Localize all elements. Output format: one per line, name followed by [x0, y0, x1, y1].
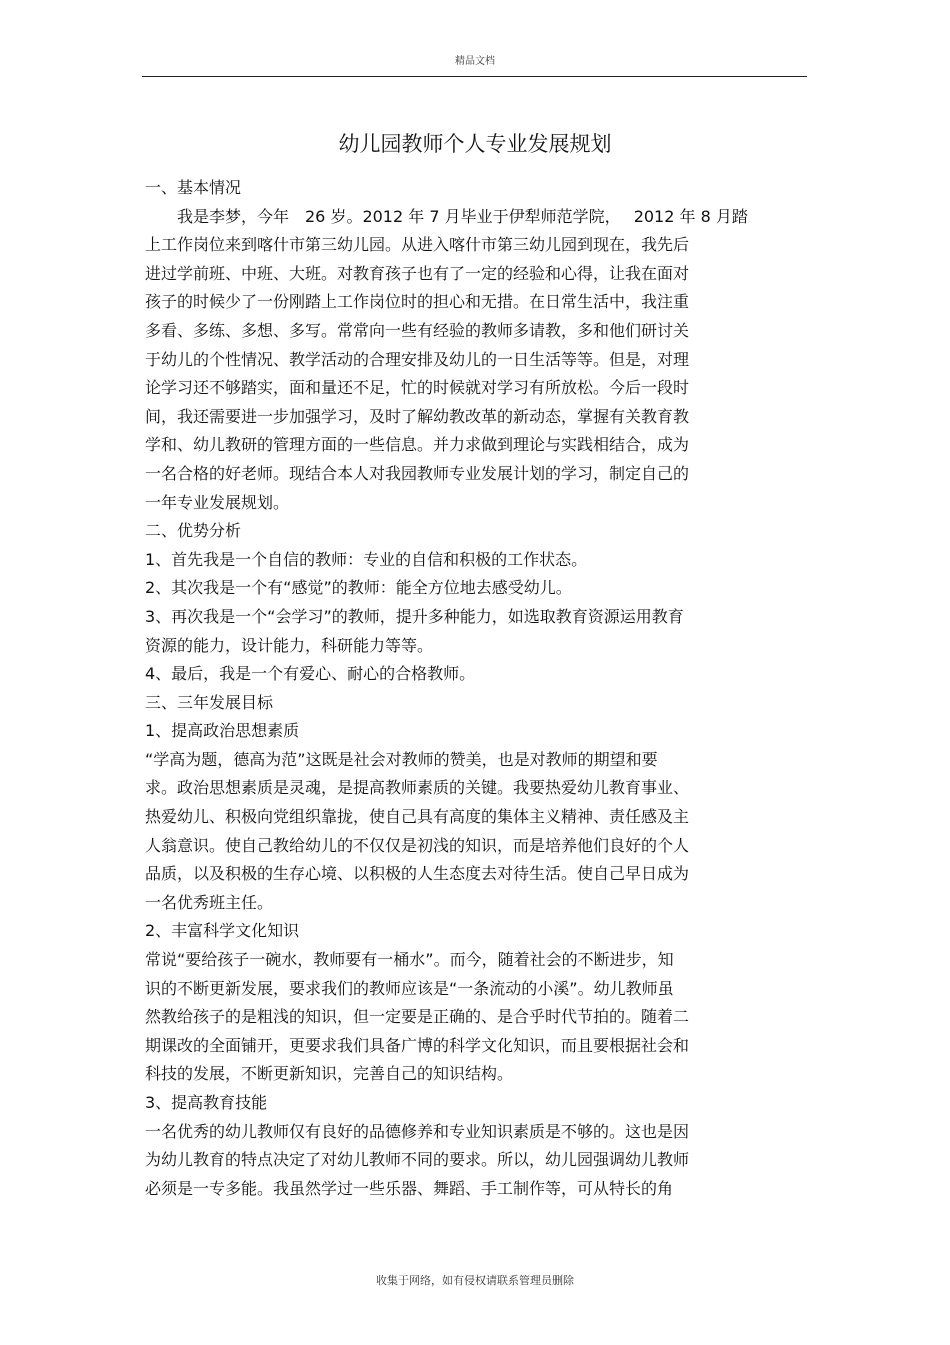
text-line: 于幼儿的个性情况、教学活动的合理安排及幼儿的一日生活等等。但是，对理: [145, 349, 690, 369]
text-line: 1、首先我是一个自信的教师：专业的自信和积极的工作状态。: [145, 549, 588, 569]
document-body: [145, 174, 795, 1203]
text-line: 4、最后，我是一个有爱心、耐心的合格教师。: [145, 664, 476, 684]
text-line: 热爱幼儿、积极向党组织靠拢，使自己具有高度的集体主义精神、责任感及主: [145, 807, 690, 827]
text-line: 1、提高政治思想素质: [145, 721, 300, 741]
text-line: 为幼儿教育的特点决定了对幼儿教师不同的要求。所以，幼儿园强调幼儿教师: [145, 1150, 690, 1170]
text-line: 上工作岗位来到喀什市第三幼儿园。从进入喀什市第三幼儿园到现在，我先后: [145, 235, 690, 255]
text-line: 2、丰富科学文化知识: [145, 921, 300, 941]
text-line: 我是李梦，今年 26 岁。2012 年 7 月毕业于伊犁师范学院， 2012 年 8 月踏: [145, 206, 748, 226]
text-line: 学和、幼儿教研的管理方面的一些信息。并力求做到理论与实践相结合，成为: [145, 435, 690, 455]
text-line: “学高为题，德高为范”这既是社会对教师的赞美，也是对教师的期望和要: [145, 749, 658, 769]
text-line: 一名合格的好老师。现结合本人对我园教师专业发展计划的学习，制定自己的: [145, 463, 690, 483]
page-header: 精品文档: [455, 56, 495, 67]
text-line: 3、再次我是一个“会学习”的教师，提升多种能力，如选取教育资源运用教育: [145, 606, 684, 626]
text-line: 品质，以及积极的生存心境、以积极的人生态度去对待生活。使自己早日成为: [145, 864, 690, 884]
text-line: 一名优秀的幼儿教师仅有良好的品德修养和专业知识素质是不够的。这也是因: [145, 1121, 690, 1141]
text-line: 然教给孩子的是粗浅的知识，但一定要是正确的、是合乎时代节拍的。随着二: [145, 1007, 690, 1027]
text-line: 三、三年发展目标: [145, 692, 274, 712]
text-line: 识的不断更新发展，要求我们的教师应该是“一条流动的小溪”。幼儿教师虽: [145, 978, 674, 998]
text-line: 论学习还不够踏实，面和量还不足，忙的时候就对学习有所放松。今后一段时: [145, 378, 690, 398]
text-line: 进过学前班、中班、大班。对教育孩子也有了一定的经验和心得，让我在面对: [145, 263, 690, 283]
text-line: 一、基本情况: [145, 178, 242, 197]
text-line: 孩子的时候少了一份刚踏上工作岗位时的担心和无措。在日常生活中，我注重: [145, 292, 690, 312]
text-line: 科技的发展，不断更新知识，完善自己的知识结构。: [145, 1064, 514, 1084]
text-line: 资源的能力，设计能力，科研能力等等。: [145, 635, 434, 655]
text-line: 间，我还需要进一步加强学习，及时了解幼教改革的新动态，掌握有关教育教: [145, 406, 690, 426]
text-line: 人翁意识。使自己教给幼儿的不仅仅是初浅的知识，而是培养他们良好的个人: [145, 835, 690, 855]
text-line: 求。政治思想素质是灵魂，是提高教师素质的关键。我要热爱幼儿教育事业、: [145, 778, 690, 798]
text-line: 期课改的全面铺开，更要求我们具备广博的科学文化知识，而且要根据社会和: [145, 1035, 690, 1055]
text-line: 一名优秀班主任。: [145, 892, 274, 912]
text-line: 必须是一专多能。我虽然学过一些乐器、舞蹈、手工制作等，可从特长的角: [145, 1178, 674, 1198]
text-line: 多看、多练、多想、多写。常常向一些有经验的教师多请教，多和他们研讨关: [145, 320, 690, 340]
text-line: 二、优势分析: [145, 521, 242, 541]
text-line: 3、提高教育技能: [145, 1093, 268, 1112]
document-title: 幼儿园教师个人专业发展规划: [338, 132, 612, 156]
page-footer: 收集于网络，如有侵权请联系管理员删除: [376, 1274, 574, 1287]
text-line: 常说“要给孩子一碗水，教师要有一桶水”。而今，随着社会的不断进步，知: [145, 950, 674, 970]
text-line: 一年专业发展规划。: [145, 492, 290, 512]
text-line: 2、其次我是一个有“感觉”的教师：能全方位地去感受幼儿。: [145, 578, 572, 598]
header-divider: [142, 76, 807, 77]
